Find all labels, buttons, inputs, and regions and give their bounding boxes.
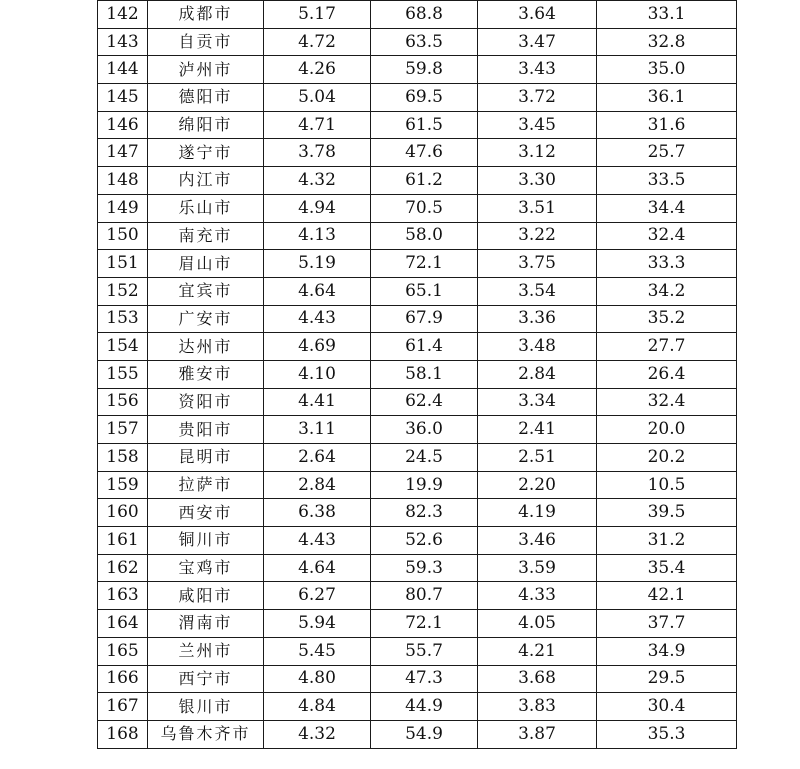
row-number-cell: 167 <box>98 693 148 721</box>
value-3-cell: 2.41 <box>478 416 597 444</box>
table-row <box>98 416 737 444</box>
row-number-cell: 159 <box>98 471 148 499</box>
value-3-cell: 3.43 <box>478 56 597 84</box>
value-2-cell: 59.8 <box>371 56 478 84</box>
table-row <box>98 194 737 222</box>
city-name-cell: 西安市 <box>148 499 264 527</box>
table-row <box>98 499 737 527</box>
table-row <box>98 665 737 693</box>
value-2-cell: 61.4 <box>371 333 478 361</box>
row-number-cell: 160 <box>98 499 148 527</box>
value-1-cell: 4.43 <box>264 527 371 555</box>
table-row <box>98 527 737 555</box>
value-1-cell: 4.10 <box>264 360 371 388</box>
value-2-cell: 68.8 <box>371 1 478 29</box>
value-3-cell: 3.36 <box>478 305 597 333</box>
table-row <box>98 554 737 582</box>
city-name-cell: 自贡市 <box>148 28 264 56</box>
table-row <box>98 444 737 472</box>
value-2-cell: 80.7 <box>371 582 478 610</box>
value-2-cell: 54.9 <box>371 720 478 748</box>
value-2-cell: 52.6 <box>371 527 478 555</box>
city-name-cell: 乌鲁木齐市 <box>148 720 264 748</box>
row-number-cell: 146 <box>98 111 148 139</box>
row-number-cell: 156 <box>98 388 148 416</box>
value-2-cell: 19.9 <box>371 471 478 499</box>
value-1-cell: 6.38 <box>264 499 371 527</box>
value-4-cell: 35.0 <box>597 56 737 84</box>
row-number-cell: 150 <box>98 222 148 250</box>
value-1-cell: 4.94 <box>264 194 371 222</box>
value-4-cell: 20.2 <box>597 444 737 472</box>
value-2-cell: 70.5 <box>371 194 478 222</box>
value-4-cell: 42.1 <box>597 582 737 610</box>
value-2-cell: 65.1 <box>371 277 478 305</box>
value-1-cell: 2.84 <box>264 471 371 499</box>
value-4-cell: 34.4 <box>597 194 737 222</box>
value-4-cell: 32.8 <box>597 28 737 56</box>
value-4-cell: 27.7 <box>597 333 737 361</box>
table-body <box>98 1 737 749</box>
value-3-cell: 4.19 <box>478 499 597 527</box>
value-1-cell: 5.19 <box>264 250 371 278</box>
city-name-cell: 资阳市 <box>148 388 264 416</box>
row-number-cell: 145 <box>98 84 148 112</box>
city-name-cell: 铜川市 <box>148 527 264 555</box>
value-2-cell: 63.5 <box>371 28 478 56</box>
value-3-cell: 3.45 <box>478 111 597 139</box>
value-2-cell: 82.3 <box>371 499 478 527</box>
row-number-cell: 144 <box>98 56 148 84</box>
city-data-table <box>97 0 737 749</box>
value-3-cell: 2.84 <box>478 360 597 388</box>
table-row <box>98 305 737 333</box>
value-3-cell: 3.46 <box>478 527 597 555</box>
value-1-cell: 4.32 <box>264 720 371 748</box>
value-2-cell: 69.5 <box>371 84 478 112</box>
row-number-cell: 152 <box>98 277 148 305</box>
row-number-cell: 164 <box>98 610 148 638</box>
value-3-cell: 2.20 <box>478 471 597 499</box>
value-2-cell: 55.7 <box>371 637 478 665</box>
row-number-cell: 166 <box>98 665 148 693</box>
row-number-cell: 157 <box>98 416 148 444</box>
value-2-cell: 72.1 <box>371 250 478 278</box>
row-number-cell: 154 <box>98 333 148 361</box>
table-row <box>98 637 737 665</box>
value-2-cell: 47.3 <box>371 665 478 693</box>
row-number-cell: 151 <box>98 250 148 278</box>
city-name-cell: 成都市 <box>148 1 264 29</box>
city-name-cell: 泸州市 <box>148 56 264 84</box>
value-1-cell: 4.71 <box>264 111 371 139</box>
row-number-cell: 148 <box>98 167 148 195</box>
city-name-cell: 拉萨市 <box>148 471 264 499</box>
table-row <box>98 167 737 195</box>
value-3-cell: 3.72 <box>478 84 597 112</box>
city-name-cell: 广安市 <box>148 305 264 333</box>
value-3-cell: 3.64 <box>478 1 597 29</box>
value-3-cell: 4.33 <box>478 582 597 610</box>
value-3-cell: 4.21 <box>478 637 597 665</box>
value-1-cell: 4.72 <box>264 28 371 56</box>
value-2-cell: 62.4 <box>371 388 478 416</box>
value-1-cell: 4.32 <box>264 167 371 195</box>
row-number-cell: 142 <box>98 1 148 29</box>
value-1-cell: 5.04 <box>264 84 371 112</box>
value-3-cell: 3.47 <box>478 28 597 56</box>
value-1-cell: 4.43 <box>264 305 371 333</box>
value-4-cell: 20.0 <box>597 416 737 444</box>
value-4-cell: 26.4 <box>597 360 737 388</box>
table-row <box>98 222 737 250</box>
table-row <box>98 28 737 56</box>
value-3-cell: 3.59 <box>478 554 597 582</box>
value-4-cell: 31.6 <box>597 111 737 139</box>
row-number-cell: 162 <box>98 554 148 582</box>
value-4-cell: 33.1 <box>597 1 737 29</box>
city-name-cell: 遂宁市 <box>148 139 264 167</box>
value-1-cell: 4.84 <box>264 693 371 721</box>
city-name-cell: 咸阳市 <box>148 582 264 610</box>
value-4-cell: 33.5 <box>597 167 737 195</box>
value-3-cell: 4.05 <box>478 610 597 638</box>
value-1-cell: 4.69 <box>264 333 371 361</box>
row-number-cell: 163 <box>98 582 148 610</box>
row-number-cell: 161 <box>98 527 148 555</box>
table-row <box>98 111 737 139</box>
value-1-cell: 4.26 <box>264 56 371 84</box>
table-row <box>98 471 737 499</box>
city-name-cell: 昆明市 <box>148 444 264 472</box>
value-2-cell: 58.1 <box>371 360 478 388</box>
value-4-cell: 32.4 <box>597 388 737 416</box>
value-4-cell: 30.4 <box>597 693 737 721</box>
value-2-cell: 61.2 <box>371 167 478 195</box>
value-1-cell: 5.17 <box>264 1 371 29</box>
value-2-cell: 47.6 <box>371 139 478 167</box>
table-row <box>98 582 737 610</box>
city-name-cell: 贵阳市 <box>148 416 264 444</box>
value-4-cell: 34.2 <box>597 277 737 305</box>
value-1-cell: 4.80 <box>264 665 371 693</box>
value-2-cell: 72.1 <box>371 610 478 638</box>
value-4-cell: 31.2 <box>597 527 737 555</box>
value-4-cell: 34.9 <box>597 637 737 665</box>
city-name-cell: 雅安市 <box>148 360 264 388</box>
city-name-cell: 宝鸡市 <box>148 554 264 582</box>
value-4-cell: 32.4 <box>597 222 737 250</box>
value-1-cell: 4.64 <box>264 277 371 305</box>
value-3-cell: 3.51 <box>478 194 597 222</box>
city-name-cell: 乐山市 <box>148 194 264 222</box>
data-table-container <box>97 0 736 749</box>
row-number-cell: 158 <box>98 444 148 472</box>
value-2-cell: 59.3 <box>371 554 478 582</box>
value-3-cell: 2.51 <box>478 444 597 472</box>
value-1-cell: 3.78 <box>264 139 371 167</box>
value-3-cell: 3.12 <box>478 139 597 167</box>
city-name-cell: 绵阳市 <box>148 111 264 139</box>
value-3-cell: 3.68 <box>478 665 597 693</box>
city-name-cell: 兰州市 <box>148 637 264 665</box>
row-number-cell: 143 <box>98 28 148 56</box>
value-3-cell: 3.22 <box>478 222 597 250</box>
row-number-cell: 168 <box>98 720 148 748</box>
city-name-cell: 银川市 <box>148 693 264 721</box>
city-name-cell: 宜宾市 <box>148 277 264 305</box>
value-1-cell: 4.64 <box>264 554 371 582</box>
table-row <box>98 610 737 638</box>
city-name-cell: 南充市 <box>148 222 264 250</box>
value-4-cell: 35.4 <box>597 554 737 582</box>
value-1-cell: 6.27 <box>264 582 371 610</box>
value-2-cell: 67.9 <box>371 305 478 333</box>
row-number-cell: 153 <box>98 305 148 333</box>
city-name-cell: 达州市 <box>148 333 264 361</box>
table-row <box>98 720 737 748</box>
value-2-cell: 24.5 <box>371 444 478 472</box>
table-row <box>98 693 737 721</box>
value-1-cell: 4.41 <box>264 388 371 416</box>
row-number-cell: 149 <box>98 194 148 222</box>
value-4-cell: 35.2 <box>597 305 737 333</box>
city-name-cell: 内江市 <box>148 167 264 195</box>
city-name-cell: 渭南市 <box>148 610 264 638</box>
value-4-cell: 29.5 <box>597 665 737 693</box>
value-4-cell: 37.7 <box>597 610 737 638</box>
value-1-cell: 5.94 <box>264 610 371 638</box>
table-row <box>98 1 737 29</box>
table-row <box>98 333 737 361</box>
city-name-cell: 西宁市 <box>148 665 264 693</box>
value-3-cell: 3.54 <box>478 277 597 305</box>
value-3-cell: 3.30 <box>478 167 597 195</box>
value-1-cell: 5.45 <box>264 637 371 665</box>
value-4-cell: 36.1 <box>597 84 737 112</box>
table-row <box>98 360 737 388</box>
value-3-cell: 3.75 <box>478 250 597 278</box>
value-2-cell: 61.5 <box>371 111 478 139</box>
value-1-cell: 3.11 <box>264 416 371 444</box>
value-4-cell: 33.3 <box>597 250 737 278</box>
value-1-cell: 2.64 <box>264 444 371 472</box>
row-number-cell: 147 <box>98 139 148 167</box>
table-row <box>98 139 737 167</box>
table-row <box>98 277 737 305</box>
value-3-cell: 3.34 <box>478 388 597 416</box>
value-4-cell: 39.5 <box>597 499 737 527</box>
row-number-cell: 155 <box>98 360 148 388</box>
value-2-cell: 44.9 <box>371 693 478 721</box>
value-4-cell: 10.5 <box>597 471 737 499</box>
row-number-cell: 165 <box>98 637 148 665</box>
table-row <box>98 388 737 416</box>
table-row <box>98 84 737 112</box>
value-4-cell: 35.3 <box>597 720 737 748</box>
value-4-cell: 25.7 <box>597 139 737 167</box>
value-2-cell: 58.0 <box>371 222 478 250</box>
value-3-cell: 3.83 <box>478 693 597 721</box>
value-1-cell: 4.13 <box>264 222 371 250</box>
city-name-cell: 德阳市 <box>148 84 264 112</box>
table-row <box>98 250 737 278</box>
table-row <box>98 56 737 84</box>
value-2-cell: 36.0 <box>371 416 478 444</box>
value-3-cell: 3.87 <box>478 720 597 748</box>
city-name-cell: 眉山市 <box>148 250 264 278</box>
value-3-cell: 3.48 <box>478 333 597 361</box>
